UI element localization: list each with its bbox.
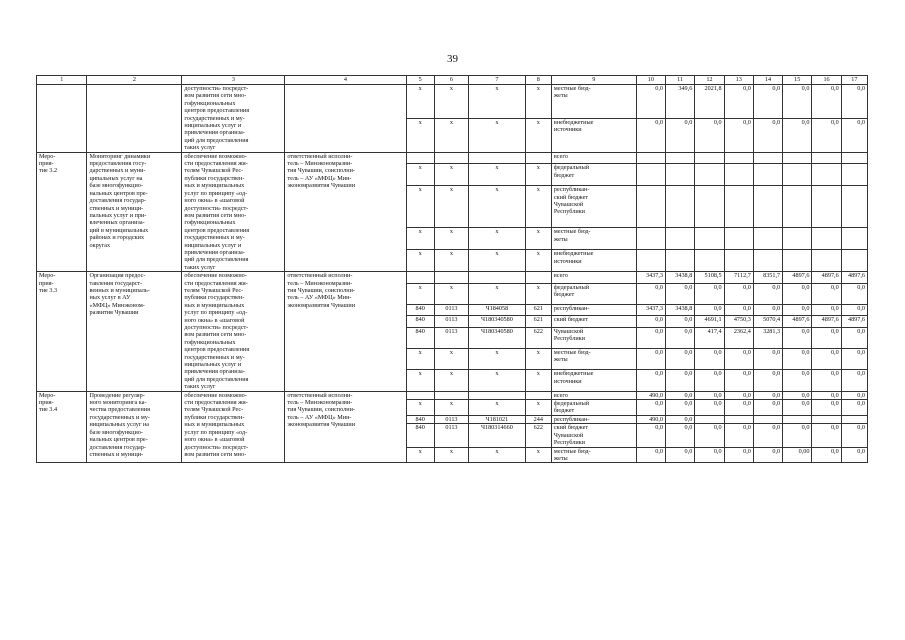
event-name: Проведение регуляр- ного мониторинга ка- чества предоставления государственных и му- ниципальных услуг на базе многофункцио- нальных центров пре- доставления государ- ственных и муници- — [87, 391, 182, 463]
funding-value — [724, 152, 753, 164]
funding-value: 0,0 — [812, 391, 841, 399]
funding-value: 0,0 — [695, 400, 724, 416]
funding-value: 0,0 — [666, 316, 695, 327]
funding-value — [636, 152, 665, 164]
event-goal: обеспечение возможно- сти предоставления жи- телям Чувашской Рес- публики государствен- ных и муниципальных услуг по принципу «од- ного окна» в «шаговой доступности» посредст- вом развития сети мно- — [182, 391, 285, 463]
event-responsible: ответственный исполни- тель – Минэкономразви- тия Чувашии, соисполни- тель – АУ «МФЦ» Мин- экономразвития Чувашии — [285, 152, 406, 272]
funding-value: 0,0 — [666, 400, 695, 416]
column-header: 17 — [841, 76, 867, 85]
funding-source: всего — [551, 391, 636, 399]
funding-value — [636, 250, 665, 272]
expense-type-code — [525, 152, 551, 164]
header-row — [37, 76, 868, 85]
column-header: 6 — [434, 76, 468, 85]
expense-type-code: x — [525, 186, 551, 228]
column-header: 11 — [666, 76, 695, 85]
funding-value: 0,0 — [666, 391, 695, 399]
funding-value: 349,6 — [666, 85, 695, 119]
funding-value — [783, 228, 812, 250]
funding-value — [666, 186, 695, 228]
grbs-code: x — [406, 370, 434, 391]
funding-value: 0,0 — [666, 447, 695, 463]
funding-value: 0,0 — [783, 304, 812, 315]
event-goal: доступности» посредст- вом развития сети мно- гофункциональных центров предоставления государственных и му- ниципальных услуг и привлечения организа- ций для предоставления таких услуг — [182, 85, 285, 153]
funding-value: 0,0 — [841, 370, 867, 391]
expense-type-code: x — [525, 250, 551, 272]
funding-value: 4897,6 — [812, 272, 841, 283]
grbs-code: x — [406, 85, 434, 119]
funding-source: федеральный бюджет — [551, 400, 636, 416]
funding-value: 0,0 — [841, 391, 867, 399]
funding-source: местные бюд- жеты — [551, 348, 636, 369]
funding-value: 0,0 — [841, 424, 867, 447]
event-number — [37, 85, 87, 153]
event-goal: обеспечение возможно- сти предоставления жи- телям Чувашской Рес- публики государствен- ных и муниципальных услуг по принципу «од- ного окна» в «шаговой доступности» посредст- вом развития сети мно- гофункциональных центров предоставления государственных и му- ниципальных услуг и привлечения организа- ций для предоставления таких услуг — [182, 272, 285, 392]
funding-value: 0,0 — [783, 327, 812, 348]
section-code: x — [434, 348, 468, 369]
funding-value — [695, 415, 724, 423]
funding-value — [724, 250, 753, 272]
column-header: 9 — [551, 76, 636, 85]
funding-value: 0,0 — [841, 118, 867, 152]
funding-value: 0,0 — [753, 283, 782, 304]
funding-value: 0,0 — [783, 424, 812, 447]
expense-type-code: x — [525, 85, 551, 119]
section-code: x — [434, 186, 468, 228]
target-article-code: Ч181021 — [469, 415, 526, 423]
funding-value — [783, 164, 812, 186]
funding-value: 0,0 — [753, 304, 782, 315]
funding-value: 0,0 — [841, 447, 867, 463]
section-code: 0113 — [434, 316, 468, 327]
expense-type-code: 621 — [525, 316, 551, 327]
funding-value: 0,0 — [666, 283, 695, 304]
funding-value: 0,0 — [783, 118, 812, 152]
funding-value: 0,0 — [783, 391, 812, 399]
funding-value: 0,0 — [636, 447, 665, 463]
funding-value: 0,0 — [695, 118, 724, 152]
funding-value — [695, 228, 724, 250]
expense-type-code: x — [525, 228, 551, 250]
grbs-code: x — [406, 164, 434, 186]
target-article-code — [469, 391, 526, 399]
funding-value — [812, 228, 841, 250]
funding-source: федеральный бюджет — [551, 283, 636, 304]
expense-type-code: 244 — [525, 415, 551, 423]
funding-value — [724, 415, 753, 423]
funding-source: внебюджетные источники — [551, 370, 636, 391]
funding-value — [753, 228, 782, 250]
funding-value — [695, 152, 724, 164]
funding-value: 0,0 — [636, 85, 665, 119]
target-article-code: Ч180340580 — [469, 316, 526, 327]
funding-value: 0,0 — [783, 400, 812, 416]
expense-type-code: x — [525, 348, 551, 369]
funding-value: 0,0 — [666, 370, 695, 391]
funding-value: 0,0 — [812, 283, 841, 304]
funding-value: 0,0 — [724, 370, 753, 391]
funding-source: федеральный бюджет — [551, 164, 636, 186]
funding-value: 3437,3 — [636, 304, 665, 315]
column-header: 13 — [724, 76, 753, 85]
funding-value: 0,0 — [841, 400, 867, 416]
expense-type-code: x — [525, 370, 551, 391]
funding-source: республикан- ский бюджет Чувашской Республики — [551, 186, 636, 228]
funding-source: республикан- — [551, 415, 636, 423]
grbs-code: x — [406, 118, 434, 152]
funding-value: 0,0 — [812, 370, 841, 391]
section-code: x — [434, 85, 468, 119]
funding-value — [753, 164, 782, 186]
funding-value: 0,0 — [753, 118, 782, 152]
funding-value — [753, 415, 782, 423]
funding-value: 490,0 — [636, 415, 665, 423]
funding-value — [841, 186, 867, 228]
funding-value: 0,0 — [841, 85, 867, 119]
event-responsible: ответственный исполни- тель – Минэкономразви- тия Чувашии, соисполни- тель – АУ «МФЦ» Мин- экономразвития Чувашии — [285, 391, 406, 463]
funding-source: всего — [551, 152, 636, 164]
event-responsible: ответственный исполни- тель – Минэкономразви- тия Чувашии, соисполни- тель – АУ «МФЦ» Мин- экономразвития Чувашии — [285, 272, 406, 392]
funding-value — [666, 228, 695, 250]
section-code: 0113 — [434, 304, 468, 315]
grbs-code — [406, 391, 434, 399]
expense-type-code: x — [525, 447, 551, 463]
target-article-code: x — [469, 348, 526, 369]
funding-value: 0,0 — [841, 327, 867, 348]
funding-value: 3437,3 — [636, 272, 665, 283]
expense-type-code: x — [525, 400, 551, 416]
target-article-code: x — [469, 283, 526, 304]
funding-value: 4897,6 — [812, 316, 841, 327]
funding-value: 0,0 — [636, 400, 665, 416]
grbs-code: 840 — [406, 316, 434, 327]
funding-value: 490,0 — [636, 391, 665, 399]
grbs-code: 840 — [406, 415, 434, 423]
funding-value: 0,0 — [695, 304, 724, 315]
target-article-code: x — [469, 164, 526, 186]
grbs-code: 840 — [406, 304, 434, 315]
funding-value: 4691,1 — [695, 316, 724, 327]
funding-value: 0,0 — [812, 424, 841, 447]
funding-value — [841, 250, 867, 272]
expense-type-code: 622 — [525, 424, 551, 447]
grbs-code: 840 — [406, 424, 434, 447]
table-row — [37, 391, 868, 399]
funding-value — [695, 164, 724, 186]
funding-value: 0,0 — [724, 447, 753, 463]
funding-value: 0,0 — [753, 370, 782, 391]
section-code: x — [434, 250, 468, 272]
funding-value: 4897,6 — [841, 316, 867, 327]
column-header: 8 — [525, 76, 551, 85]
funding-value — [841, 152, 867, 164]
funding-value: 0,0 — [783, 370, 812, 391]
column-header: 10 — [636, 76, 665, 85]
target-article-code: x — [469, 370, 526, 391]
funding-value: 0,0 — [695, 391, 724, 399]
funding-value: 0,0 — [812, 118, 841, 152]
funding-value: 0,0 — [666, 327, 695, 348]
funding-value: 0,0 — [666, 415, 695, 423]
funding-value: 0,0 — [812, 304, 841, 315]
expense-type-code — [525, 272, 551, 283]
funding-value — [636, 186, 665, 228]
column-header: 2 — [87, 76, 182, 85]
grbs-code — [406, 152, 434, 164]
funding-value — [753, 186, 782, 228]
target-article-code: x — [469, 228, 526, 250]
event-number: Меро- прия- тие 3.4 — [37, 391, 87, 463]
funding-value: 0,0 — [724, 283, 753, 304]
funding-value: 0,0 — [636, 327, 665, 348]
funding-value: 0,0 — [695, 370, 724, 391]
column-header: 4 — [285, 76, 406, 85]
target-article-code: Ч180314660 — [469, 424, 526, 447]
section-code: x — [434, 447, 468, 463]
funding-source: внебюджетные источники — [551, 118, 636, 152]
expense-type-code: x — [525, 283, 551, 304]
funding-value: 0,0 — [666, 424, 695, 447]
event-name — [87, 85, 182, 153]
funding-value: 0,0 — [636, 348, 665, 369]
funding-value: 0,0 — [753, 424, 782, 447]
funding-source: республикан- — [551, 304, 636, 315]
funding-value — [812, 186, 841, 228]
funding-value: 0,0 — [724, 400, 753, 416]
funding-value: 0,0 — [636, 424, 665, 447]
funding-value: 7112,7 — [724, 272, 753, 283]
funding-value — [783, 186, 812, 228]
funding-value — [724, 228, 753, 250]
funding-value: 0,0 — [636, 316, 665, 327]
funding-value: 0,0 — [812, 85, 841, 119]
event-name: Организация предос- тавления государст- венных и муниципаль- ных услуг в АУ «МФЦ» Минэконом- развития Чувашии — [87, 272, 182, 392]
funding-value: 0,0 — [666, 118, 695, 152]
funding-value: 0,0 — [695, 348, 724, 369]
funding-value — [636, 228, 665, 250]
funding-value: 0,0 — [753, 391, 782, 399]
funding-value: 0,0 — [724, 118, 753, 152]
target-article-code — [469, 152, 526, 164]
section-code: x — [434, 118, 468, 152]
budget-table — [36, 75, 868, 463]
funding-value: 5070,4 — [753, 316, 782, 327]
target-article-code: Ч180340580 — [469, 327, 526, 348]
funding-source: Чувашской Республики — [551, 327, 636, 348]
funding-source: ский бюджет — [551, 316, 636, 327]
column-header: 1 — [37, 76, 87, 85]
funding-value: 5108,5 — [695, 272, 724, 283]
grbs-code: x — [406, 447, 434, 463]
funding-value — [812, 250, 841, 272]
target-article-code: Ч184058 — [469, 304, 526, 315]
funding-value: 417,4 — [695, 327, 724, 348]
funding-value — [783, 415, 812, 423]
column-header: 12 — [695, 76, 724, 85]
column-header: 14 — [753, 76, 782, 85]
funding-value: 0,0 — [841, 348, 867, 369]
event-number: Меро- прия- тие 3.2 — [37, 152, 87, 272]
funding-value — [753, 152, 782, 164]
section-code: 0113 — [434, 327, 468, 348]
funding-value — [783, 152, 812, 164]
event-name: Мониторинг динамики предоставления госу- дарственных и муни- ципальных услуг на базе многофункцио- нальных центров пре- доставления государ- ственных и муници- пальных услуг и при- влеченных организа- ций в муниципальных районах и городских округах — [87, 152, 182, 272]
funding-value: 0,0 — [753, 400, 782, 416]
grbs-code: x — [406, 186, 434, 228]
funding-value: 0,0 — [841, 283, 867, 304]
funding-value: 2362,4 — [724, 327, 753, 348]
grbs-code: x — [406, 250, 434, 272]
funding-value: 0,0 — [724, 85, 753, 119]
funding-value: 0,0 — [666, 348, 695, 369]
target-article-code: x — [469, 118, 526, 152]
funding-value: 0,0 — [841, 304, 867, 315]
funding-value — [666, 164, 695, 186]
expense-type-code — [525, 391, 551, 399]
funding-source: внебюджетные источники — [551, 250, 636, 272]
column-header: 7 — [469, 76, 526, 85]
funding-value — [812, 164, 841, 186]
funding-value: 2021,8 — [695, 85, 724, 119]
funding-value: 4897,6 — [783, 316, 812, 327]
funding-value: 4897,6 — [783, 272, 812, 283]
event-number: Меро- прия- тие 3.3 — [37, 272, 87, 392]
section-code — [434, 391, 468, 399]
funding-value: 0,0 — [636, 370, 665, 391]
funding-value: 0,0 — [695, 283, 724, 304]
funding-value: 0,00 — [783, 447, 812, 463]
section-code: x — [434, 283, 468, 304]
target-article-code: x — [469, 186, 526, 228]
funding-value — [695, 186, 724, 228]
grbs-code — [406, 272, 434, 283]
funding-value: 0,0 — [783, 85, 812, 119]
funding-source: местные бюд- жеты — [551, 85, 636, 119]
funding-value: 0,0 — [695, 424, 724, 447]
funding-value: 0,0 — [636, 283, 665, 304]
funding-value: 3438,8 — [666, 272, 695, 283]
grbs-code: x — [406, 348, 434, 369]
section-code — [434, 152, 468, 164]
funding-value: 0,0 — [812, 400, 841, 416]
funding-value — [636, 164, 665, 186]
funding-value: 0,0 — [724, 304, 753, 315]
expense-type-code: 622 — [525, 327, 551, 348]
target-article-code: x — [469, 250, 526, 272]
funding-value: 0,0 — [724, 391, 753, 399]
expense-type-code: 621 — [525, 304, 551, 315]
funding-source: всего — [551, 272, 636, 283]
funding-value — [841, 228, 867, 250]
funding-value: 0,0 — [724, 348, 753, 369]
funding-value — [724, 164, 753, 186]
funding-value: 0,0 — [724, 424, 753, 447]
grbs-code: x — [406, 400, 434, 416]
funding-value: 0,0 — [753, 348, 782, 369]
column-header: 15 — [783, 76, 812, 85]
funding-source: местные бюд- жеты — [551, 228, 636, 250]
target-article-code: x — [469, 400, 526, 416]
funding-value: 0,0 — [812, 447, 841, 463]
column-header: 16 — [812, 76, 841, 85]
funding-value — [812, 152, 841, 164]
section-code: x — [434, 370, 468, 391]
funding-value: 4897,6 — [841, 272, 867, 283]
funding-source: местные бюд- жеты — [551, 447, 636, 463]
section-code: 0113 — [434, 424, 468, 447]
funding-value: 0,0 — [753, 85, 782, 119]
grbs-code: 840 — [406, 327, 434, 348]
event-goal: обеспечение возможно- сти предоставления жи- телям Чувашской Рес- публики государствен- ных и муниципальных услуг по принципу «од- ного окна» в «шаговой доступности» посредст- вом развития сети мно- гофункциональных центров предоставления государственных и му- ниципальных услуг и привлечения организа- ций для предоставления таких услуг — [182, 152, 285, 272]
funding-value — [753, 250, 782, 272]
funding-value: 0,0 — [812, 348, 841, 369]
section-code: x — [434, 400, 468, 416]
funding-value — [724, 186, 753, 228]
section-code: x — [434, 228, 468, 250]
funding-value: 0,0 — [753, 447, 782, 463]
page-number: 39 — [447, 53, 458, 65]
funding-value — [841, 415, 867, 423]
target-article-code: x — [469, 85, 526, 119]
funding-value: 0,0 — [812, 327, 841, 348]
target-article-code — [469, 272, 526, 283]
section-code — [434, 272, 468, 283]
table-row — [37, 272, 868, 283]
expense-type-code: x — [525, 164, 551, 186]
expense-type-code: x — [525, 118, 551, 152]
funding-value: 3281,3 — [753, 327, 782, 348]
table-row — [37, 85, 868, 119]
funding-value: 0,0 — [636, 118, 665, 152]
funding-value: 8351,7 — [753, 272, 782, 283]
funding-value: 0,0 — [783, 348, 812, 369]
grbs-code: x — [406, 228, 434, 250]
funding-value: 0,0 — [783, 283, 812, 304]
section-code: 0113 — [434, 415, 468, 423]
table-row — [37, 152, 868, 164]
grbs-code: x — [406, 283, 434, 304]
section-code: x — [434, 164, 468, 186]
funding-value — [666, 152, 695, 164]
event-responsible — [285, 85, 406, 153]
funding-value — [783, 250, 812, 272]
funding-value: 3438,8 — [666, 304, 695, 315]
column-header: 3 — [182, 76, 285, 85]
funding-value: 4750,3 — [724, 316, 753, 327]
funding-value — [812, 415, 841, 423]
funding-source: ский бюджет Чувашской Республики — [551, 424, 636, 447]
funding-value — [666, 250, 695, 272]
target-article-code: x — [469, 447, 526, 463]
funding-value: 0,0 — [695, 447, 724, 463]
column-header: 5 — [406, 76, 434, 85]
funding-value — [841, 164, 867, 186]
funding-value — [695, 250, 724, 272]
